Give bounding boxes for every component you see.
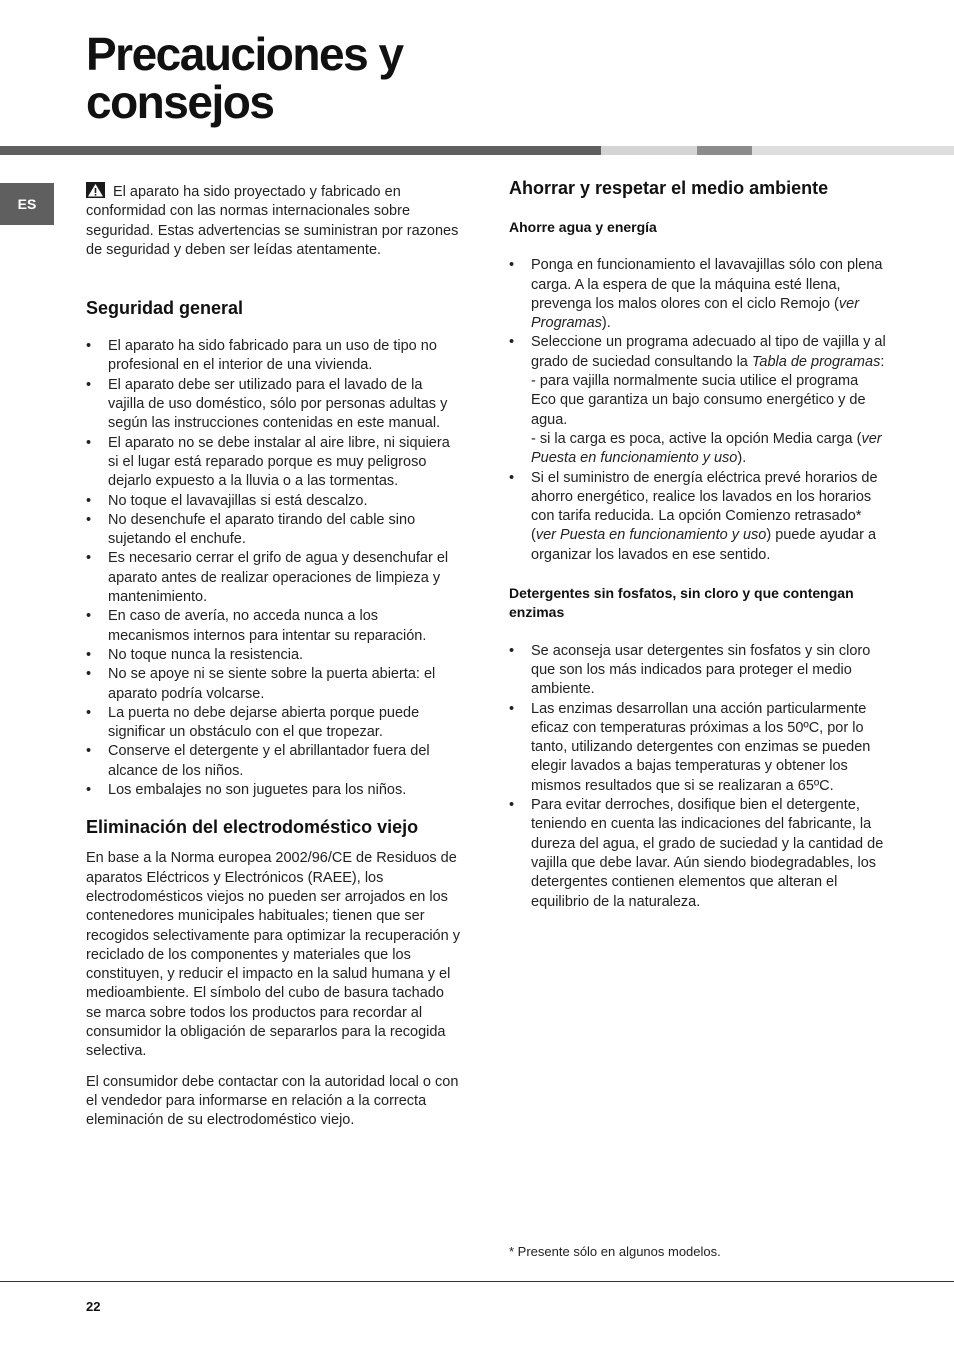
list-item [509, 256, 887, 333]
page-title-line2: consejos [86, 76, 274, 128]
list-item-text: Seleccione un programa adecuado al tipo de vajilla y al grado de suciedad consultando la [531, 334, 886, 370]
list-item: • Los embalajes no son juguetes para los niños. [86, 781, 462, 800]
warning-icon [86, 182, 105, 198]
list-item: • No se apoye ni se siente sobre la puerta abierta: el aparato podría volcarse. [86, 665, 462, 704]
list-item: • Para evitar derroches, dosifique bien el detergente, teniendo en cuenta las indicaciones del fabricante, la dureza del agua, el grado de suciedad y la cantidad de vajilla que debe lavar. Aún siendo biodegradables, los detergentes contienen elementos que alteran el equilibrio de la naturaleza. [509, 796, 887, 912]
seguridad-heading: Seguridad general [86, 298, 244, 319]
list-item: • No toque el lavavajillas si está descalzo. [86, 492, 462, 511]
header-bar-pale [752, 146, 954, 155]
list-item-text-end: ) puede ayudar a organizar los lavados en ese sentido. [531, 527, 877, 563]
intro-paragraph [86, 182, 462, 260]
list-subitem: - si la carga es poca, active la opción Media carga ( [531, 430, 862, 447]
list-item: • No desenchufe el aparato tirando del cable sino sujetando el enchufe. [86, 511, 462, 550]
detergentes-subheading: Detergentes sin fosfatos, sin cloro y que contengan enzimas [509, 585, 854, 621]
seguridad-list [86, 337, 462, 800]
list-item: • La puerta no debe dejarse abierta porque puede significar un obstáculo con el que tropezar. [86, 704, 462, 743]
footer-rule [0, 1281, 954, 1282]
list-item-text-end: ). [737, 450, 747, 467]
page-number: 22 [86, 1299, 101, 1314]
eliminacion-paragraph-1: En base a la Norma europea 2002/96/CE de Residuos de aparatos Eléctricos y Electrónicos (RAEE), los electrodomésticos viejos no pueden ser arrojados en los contenedores municipales habituales; tienen que ser recogidos selectivamente para optimizar la recuperación y reciclado de los componentes y materiales que los constituyen, y reducir el impacto en la salud humana y el medioambiente. El símbolo del cubo de basura tachado se marca sobre todos los productos para recordar al consumidor la obligación de separarlos para la recogida selectiva. [86, 850, 460, 1060]
list-subitem: - para vajilla normalmente sucia utilice el programa Eco que garantiza un bajo consumo energético y de agua. [531, 373, 866, 428]
language-tab-label: ES [17, 196, 37, 212]
list-item: • En caso de avería, no acceda nunca a los mecanismos internos para intentar su reparación. [86, 607, 462, 646]
footnote: * Presente sólo en algunos modelos. [509, 1244, 721, 1259]
header-bar-mid [697, 146, 752, 155]
eliminacion-paragraph-2: El consumidor debe contactar con la autoridad local o con el vendedor para informarse en relación a la correcta eleminación de su electrodoméstico viejo. [86, 1073, 459, 1129]
ahorre-list [509, 256, 887, 565]
page-title [86, 30, 403, 126]
list-item [509, 469, 887, 565]
right-column [509, 177, 887, 912]
list-item: • Las enzimas desarrollan una acción particularmente eficaz con temperaturas próximas a los 50ºC, por lo tanto, utilizando detergentes con enzimas se pueden elegir lavados a bajas temperaturas y obtener los mismos resultados que si se realizaran a 65ºC. [509, 700, 887, 796]
ahorrar-heading: Ahorrar y respetar el medio ambiente [509, 178, 829, 198]
cross-reference: ver Programas [531, 295, 860, 332]
list-item-text-end: ). [601, 315, 611, 332]
list-item-text: Si el suministro de energía eléctrica prevé horarios de ahorro energético, realice los lavados en los horarios con tarifa reducida. La opción Comienzo retrasado* ( [531, 469, 878, 544]
detergentes-list [509, 642, 887, 912]
list-item: • El aparato no se debe instalar al aire libre, ni siquiera si el lugar está reparado porque es muy peligroso dejarlo expuesto a la lluvia o a las tormentas. [86, 434, 462, 492]
list-item: • Es necesario cerrar el grifo de agua y desenchufar el aparato antes de realizar operaciones de limpieza y mantenimiento. [86, 549, 462, 607]
list-item: • Conserve el detergente y el abrillantador fuera del alcance de los niños. [86, 742, 462, 781]
left-column [86, 182, 462, 1130]
cross-reference: Tabla de programas [751, 353, 881, 370]
header-bar-light [601, 146, 697, 155]
page-title-line1: Precauciones y [86, 28, 403, 80]
ahorre-subheading: Ahorre agua y energía [509, 219, 657, 235]
list-item-text-end: : [880, 353, 885, 370]
cross-reference: ver Puesta en funcionamiento y uso [531, 430, 882, 467]
list-item: • El aparato debe ser utilizado para el lavado de la vajilla de uso doméstico, sólo por personas adultas y según las instrucciones contenidas en este manual. [86, 376, 462, 434]
list-item-text: Ponga en funcionamiento el lavavajillas sólo con plena carga. A la espera de que la máquina esté llena, prevenga los malos olores con el ciclo Remojo ( [531, 257, 883, 312]
intro-text: El aparato ha sido proyectado y fabricado en conformidad con las normas internacionales sobre seguridad. Estas advertencias se suministran por razones de seguridad y deben ser leídas atentamente. [86, 184, 459, 258]
language-tab [0, 183, 54, 225]
header-bar-dark [0, 146, 601, 155]
eliminacion-heading: Eliminación del electrodoméstico viejo [86, 817, 419, 838]
list-item [509, 333, 887, 468]
cross-reference: ver Puesta en funcionamiento y uso [535, 527, 767, 544]
list-item: • El aparato ha sido fabricado para un uso de tipo no profesional en el interior de una vivienda. [86, 337, 462, 376]
list-item: • Se aconseja usar detergentes sin fosfatos y sin cloro que son los más indicados para proteger el medio ambiente. [509, 642, 887, 700]
list-item: • No toque nunca la resistencia. [86, 646, 462, 665]
